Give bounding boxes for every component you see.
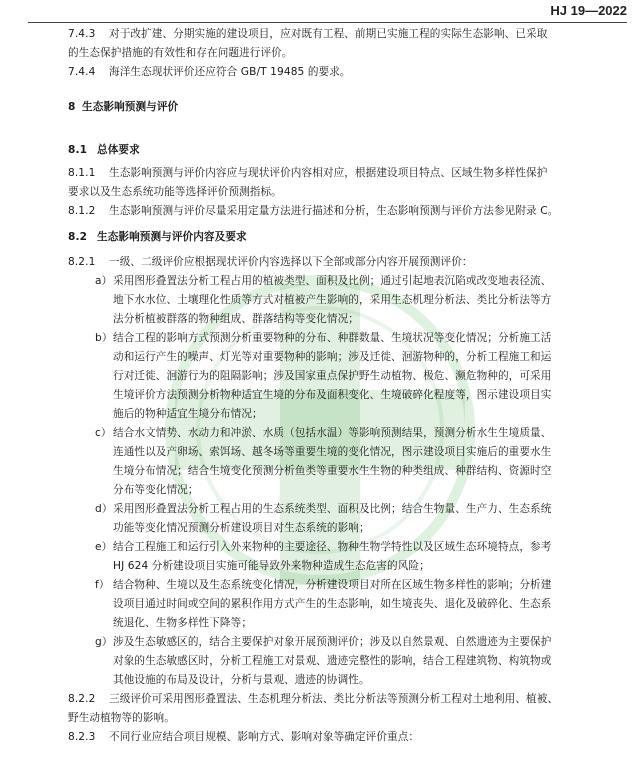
- standard-code: HJ 19—2022: [550, 3, 627, 18]
- line-text: 地下水水位、土壤理化性质等方式对植被产生影响的，采用生态机理分析法、类比分析法等方: [113, 294, 552, 306]
- line-text: 生态影响预测与评价内容应与现状评价内容相对应，根据建设项目特点、区域生物多样性保护: [109, 167, 548, 179]
- text-line: [113, 293, 551, 307]
- text-line: [68, 185, 282, 199]
- line-text: 要求以及生态系统功能等选择评价预测指标。: [68, 186, 282, 198]
- numbered-line: [95, 426, 551, 440]
- line-text: 对象的生态敏感区时，分析工程施工对景观、遗迹完整性的影响，结合工程建筑物、构筑物或: [113, 655, 552, 667]
- text-line: [113, 654, 551, 668]
- clause-number: e）: [95, 541, 113, 553]
- text-line: [113, 312, 359, 326]
- numbered-line: [68, 143, 140, 157]
- clause-number: 7.4.3: [68, 28, 96, 40]
- line-text: 连通性以及产卵场、索饵场、越冬场等重要生境的变化情况，图示建设项目实施后的重要水生: [113, 446, 552, 458]
- numbered-line: [68, 100, 178, 114]
- numbered-line: [95, 274, 551, 288]
- numbered-line: [68, 255, 473, 269]
- line-text: 统退化、生物多样性下降等；: [113, 617, 253, 629]
- line-text: 涉及生态敏感区的，结合主要保护对象开展预测评价；涉及以自然景观、自然遗迹为主要保护: [113, 636, 552, 648]
- line-text: 其他设施的布局及设计，分析与景观、遗迹的协调性。: [113, 674, 370, 686]
- line-text: 法分析植被群落的物种组成、群落结构等变化情况；: [113, 313, 359, 325]
- text-line: [113, 597, 551, 611]
- numbered-line: [95, 635, 551, 649]
- numbered-line: [68, 230, 247, 244]
- line-text: HJ 624 分析建设项目实施可能导致外来物种造成生态危害的风险；: [113, 560, 430, 572]
- text-line: [113, 350, 551, 364]
- clause-number: 8.1.1: [68, 167, 96, 179]
- line-text: 动和运行产生的噪声、灯光等对重要物种的影响；涉及迁徙、洄游物种的，分析工程施工和运: [113, 351, 552, 363]
- clause-number: 7.4.4: [68, 66, 96, 78]
- numbered-line: [68, 27, 547, 41]
- text-line: [113, 369, 551, 383]
- line-text: 结合物种、生境以及生态系统变化情况，分析建设项目对所在区域生物多样性的影响；分析建: [113, 579, 552, 591]
- numbered-line: [68, 730, 419, 744]
- line-text: 对于改扩建、分期实施的建设项目，应对既有工程、前期已实施工程的实际生态影响、已采取: [109, 28, 548, 40]
- text-line: [113, 483, 199, 497]
- clause-number: a）: [95, 275, 113, 287]
- numbered-line: [95, 578, 551, 592]
- line-text: 生态影响预测与评价: [82, 101, 179, 113]
- line-text: 功能等变化情况预测分析建设项目对生态系统的影响；: [113, 522, 370, 534]
- clause-number: 8.2.1: [68, 256, 96, 268]
- clause-number: c）: [95, 427, 112, 439]
- line-text: 海洋生态现状评价还应符合 GB/T 19485 的要求。: [109, 66, 351, 78]
- numbered-line: [95, 331, 551, 345]
- line-text: 生态影响预测与评价尽量采用定量方法进行描述和分析，生态影响预测与评价方法参见附录 C。: [109, 205, 559, 217]
- clause-number: 8: [68, 101, 76, 113]
- line-text: 设项目通过时间或空间的累积作用方式产生的生态影响，如生境丧失、退化及破碎化、生态系: [113, 598, 552, 610]
- text-line: [113, 464, 551, 478]
- numbered-line: [95, 540, 551, 554]
- clause-number: g）: [95, 636, 113, 648]
- text-line: [113, 388, 551, 402]
- text-line: [113, 407, 263, 421]
- line-text: 采用图形叠置法分析工程占用的生态系统类型、面积及比例；结合生物量、生产力、生态系统: [113, 503, 552, 515]
- line-text: 野生动植物等的影响。: [68, 712, 175, 724]
- text-line: [113, 521, 370, 535]
- clause-number: f）: [95, 579, 110, 591]
- line-text: 结合工程施工和运行引入外来物种的主要途径、物种生物学特性以及区域生态环境特点，参考: [113, 541, 552, 553]
- numbered-line: [95, 502, 551, 516]
- clause-number: 8.2.3: [68, 731, 96, 743]
- line-text: 施后的物种适宜生境分布情况；: [113, 408, 263, 420]
- clause-number: d）: [95, 503, 113, 515]
- line-text: 三级评价可采用图形叠置法、生态机理分析法、类比分析法等预测分析工程对土地利用、植被、: [109, 693, 559, 705]
- clause-number: b）: [95, 332, 113, 344]
- line-text: 总体要求: [97, 144, 140, 156]
- line-text: 生态影响预测与评价内容及要求: [97, 231, 247, 243]
- line-text: 行对迁徙、洄游行为的阻隔影响；涉及国家重点保护野生动植物、极危、濒危物种的，可采用: [113, 370, 552, 382]
- clause-number: 8.1.2: [68, 205, 96, 217]
- line-text: 生境评价方法预测分析物种适宜生境的分布及面积变化、生境破碎化程度等，图示建设项目实: [113, 389, 552, 401]
- line-text: 结合工程的影响方式预测分析重要物种的分布、种群数量、生境状况等变化情况；分析施工活: [113, 332, 552, 344]
- text-line: [113, 616, 252, 630]
- numbered-line: [68, 166, 547, 180]
- text-line: [113, 445, 551, 459]
- line-text: 分布等变化情况；: [113, 484, 199, 496]
- line-text: 生境分布情况；结合生境变化预测分析鱼类等重要水生生物的种类组成、种群结构、资源时空: [113, 465, 552, 477]
- line-text: 一级、二级评价应根据现状评价内容选择以下全部或部分内容开展预测评价：: [109, 256, 473, 268]
- numbered-line: [68, 692, 558, 706]
- line-text: 的生态保护措施的有效性和存在问题进行评价。: [68, 47, 293, 59]
- text-line: [113, 559, 430, 573]
- text-line: [68, 46, 293, 60]
- line-text: 结合水文情势、水动力和冲淤、水质（包括水温）等影响预测结果，预测分析水生生境质量、: [113, 427, 552, 439]
- numbered-line: [68, 204, 558, 218]
- text-line: [68, 711, 175, 725]
- text-line: [113, 673, 370, 687]
- clause-number: 8.1: [68, 144, 88, 156]
- clause-number: 8.2.2: [68, 693, 96, 705]
- line-text: 采用图形叠置法分析工程占用的植被类型、面积及比例；通过引起地表沉陷或改变地表径流、: [113, 275, 552, 287]
- numbered-line: [68, 65, 351, 79]
- clause-number: 8.2: [68, 231, 88, 243]
- line-text: 不同行业应结合项目规模、影响方式、影响对象等确定评价重点：: [109, 731, 420, 743]
